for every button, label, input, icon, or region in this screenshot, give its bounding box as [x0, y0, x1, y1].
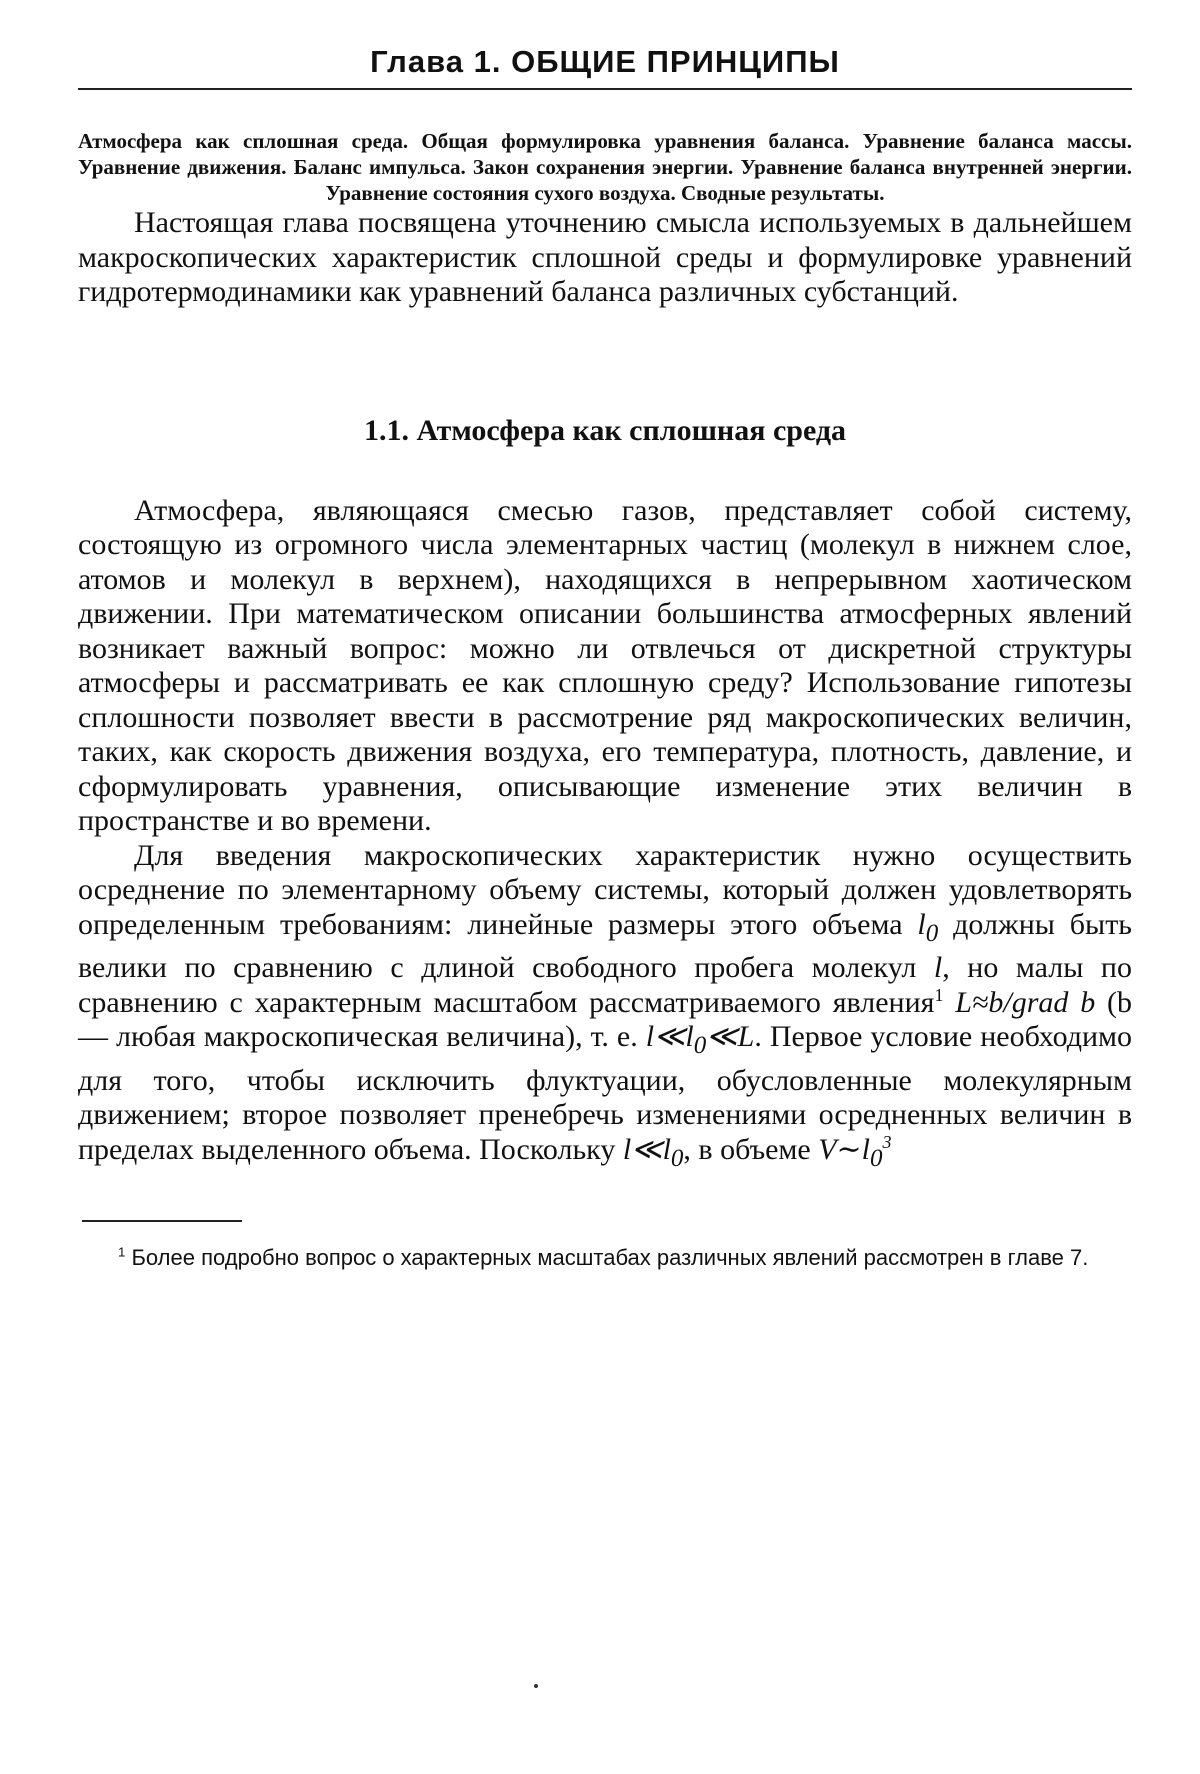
- footnote-text: Более подробно вопрос о характерных масштабах различных явлений рассмотрен в главе 7.: [131, 1245, 1089, 1270]
- footnote-reference: 1: [934, 984, 944, 1005]
- chapter-title-rule: [78, 88, 1132, 90]
- math-l: l: [933, 951, 943, 984]
- para2-text-3: , но малы по сравнению с характерным масштабом рассматриваемого явления: [78, 951, 1132, 1019]
- section-title: 1.1. Атмосфера как сплошная среда: [363, 413, 847, 447]
- section-paragraph-1: Атмосфера, являющаяся смесью газов, представляет собой систему, состоящую из огромного числа элементарных частиц (молекул в нижнем слое, атомов и молекул в верхнем), находящихся в непрерывном хаотическом движении. При математическом описании большинства атмосферных явлений возникает важный вопрос: можно ли отвлечься от дискретной структуры атмосферы и рассматривать ее как сплошную среду? Использование гипотезы сплошности позволяет ввести в рассмотрение ряд макроскопических величин, таких, как скорость движения воздуха, его температура, плотность, давление, и сформулировать уравнения, описывающие изменение этих величин в пространстве и во времени.: [78, 493, 1132, 837]
- footnote-mark: 1: [118, 1244, 126, 1260]
- formula-volume: $V\sim l_0^3$: [818, 1131, 892, 1172]
- footnote-rule: [82, 1220, 242, 1222]
- chapter-title: Глава 1. ОБЩИЕ ПРИНЦИПЫ: [370, 44, 840, 79]
- para2-text-2: должны быть велики по сравнению с длиной свободного пробега молекул: [78, 907, 1132, 984]
- para2-text-5: . Первое условие необходимо для того, чтобы исключить флуктуации, обусловленные молекулярным движением; второе позволяет пренебречь изменениями осредненных величин в пределах выделенного объема. Поскольку: [78, 1020, 1133, 1166]
- scan-speck: [534, 1684, 538, 1688]
- formula-inequality: $l≪l_0≪L$: [645, 1020, 755, 1059]
- formula-l-l0: $l≪l_0$: [622, 1132, 684, 1172]
- footnote: [78, 1244, 1132, 1271]
- section-paragraph-2: [78, 839, 1132, 1177]
- para2-text-6: , в объеме: [683, 1132, 819, 1166]
- math-l0: $l_0$: [917, 907, 939, 947]
- para2-text-4: (b — любая макроскопическая величина), т. е.: [78, 985, 1132, 1053]
- chapter-summary: Атмосфера как сплошная среда. Общая формулировка уравнения баланса. Уравнение баланса массы. Уравнение движения. Баланс импульса. Закон сохранения энергии. Уравнение баланса внутренней энергии. Уравнение состояния сухого воздуха. Сводные результаты.: [78, 129, 1132, 205]
- para2-text-1: Для введения макроскопических характеристик нужно осуществить осреднение по элементарному объему системы, который должен удовлетворять определенным требованиям: линейные размеры этого объема: [78, 838, 1132, 941]
- formula-scale: L≈b/grad b: [955, 985, 1096, 1019]
- book-page: [78, 40, 1132, 1293]
- chapter-intro: Настоящая глава посвящена уточнению смысла используемых в дальнейшем макроскопических характеристик сплошной среды и формулировке уравнений гидротермодинамики как уравнений баланса различных субстанций.: [78, 206, 1132, 308]
